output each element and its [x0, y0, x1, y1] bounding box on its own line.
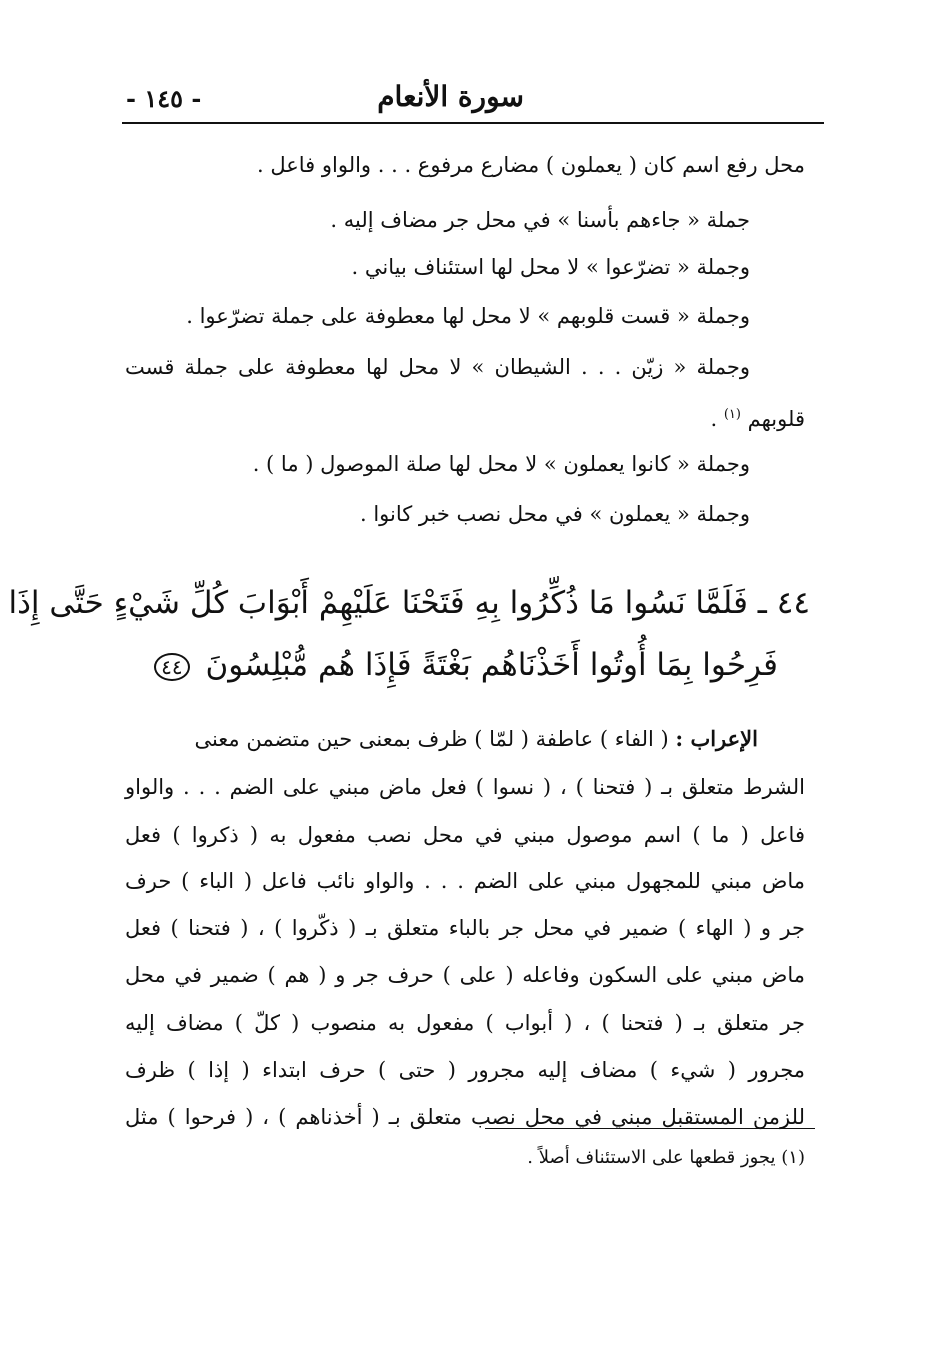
text-line: وجملة « زيّن . . . الشيطان » لا محل لها معطوفة على جملة قست — [125, 355, 750, 379]
irab-text: ( الفاء ) عاطفة ( لمّا ) ظرف بمعنى حين متضمن معنى — [194, 727, 669, 751]
surah-title: سورة الأنعام — [377, 80, 524, 113]
text-line: جملة « جاءهم بأسنا » في محل جر مضاف إليه . — [330, 208, 750, 232]
ayah-end-marker: ٤٤ — [154, 653, 189, 681]
irab-line: ماض مبني للمجهول مبني على الضم . . . والواو نائب فاعل ( الباء ) حرف — [125, 869, 805, 893]
irab-line: جر و ( الهاء ) ضمير في محل جر بالباء متعلق بـ ( ذكّروا ) ، ( فتحنا ) فعل — [125, 916, 805, 940]
irab-line: فاعل ( ما ) اسم موصول مبني في محل نصب مفعول به ( ذكروا ) فعل — [125, 823, 805, 847]
verse-number: ٤٤ ـ — [757, 585, 810, 621]
text-line: قلوبهم $^{(١)}$ . — [710, 407, 805, 431]
text-line: وجملة « كانوا يعملون » لا محل لها صلة الموصول ( ما ) . — [252, 452, 750, 476]
quran-verse-line — [150, 642, 778, 692]
irab-first-line — [194, 722, 758, 758]
footnote: (١) يجوز قطعها على الاستئناف أصلاً . — [527, 1147, 805, 1168]
text-line: وجملة « قست قلوبهم » لا محل لها معطوفة على جملة تضرّعوا . — [186, 304, 750, 328]
irab-line: ماض مبني على السكون وفاعله ( على ) حرف جر و ( هم ) ضمير في محل — [125, 963, 805, 987]
page-header — [122, 70, 824, 124]
text-line: محل رفع اسم كان ( يعملون ) مضارع مرفوع . . . والواو فاعل . — [256, 153, 805, 177]
irab-line: مجرور ( شيء ) مضاف إليه مجرور ( حتى ) حرف ابتداء ( إذا ) ظرف — [125, 1058, 805, 1082]
irab-line: الشرط متعلق بـ ( فتحنا ) ، ( نسوا ) فعل ماض مبني على الضم . . . والواو — [125, 775, 805, 799]
text-line: وجملة « تضرّعوا » لا محل لها استئناف بياني . — [351, 255, 750, 279]
page-number: - ١٤٥ - — [126, 84, 202, 113]
footnote-reference: (١) — [723, 407, 741, 422]
verse-text: فَلَمَّا نَسُوا مَا ذُكِّرُوا بِهِ فَتَحْنَا عَلَيْهِمْ أَبْوَابَ كُلِّ شَيْءٍ حَتَّى إِذَا — [8, 585, 748, 621]
verse-text: فَرِحُوا بِمَا أُوتُوا أَخَذْنَاهُم بَغْتَةً فَإِذَا هُم مُّبْلِسُونَ — [205, 647, 778, 683]
footnote-separator — [485, 1128, 815, 1129]
quran-verse-line — [8, 580, 810, 630]
irab-line: جر متعلق بـ ( فتحنا ) ، ( أبواب ) مفعول به منصوب ( كلّ ) مضاف إليه — [125, 1011, 805, 1035]
irab-label: الإعراب : — [675, 726, 758, 751]
text-line: وجملة « يعملون » في محل نصب خبر كانوا . — [359, 502, 750, 526]
irab-line: للزمن المستقبل مبني في محل نصب متعلق بـ ( أخذناهم ) ، ( فرحوا ) مثل — [125, 1105, 805, 1129]
text-segment: قلوبهم — [747, 407, 805, 431]
